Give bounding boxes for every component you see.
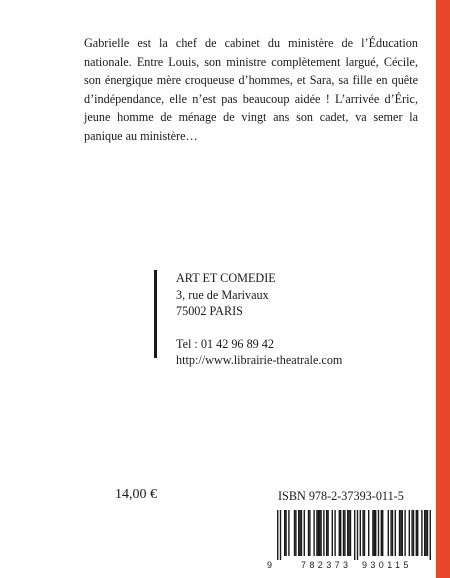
barcode-bar <box>362 510 363 556</box>
barcode-digit-group-left: 782373 <box>301 560 352 570</box>
publisher-address <box>176 270 342 369</box>
barcode-bar <box>309 510 310 556</box>
barcode-bar <box>332 510 333 556</box>
barcode-bar <box>350 510 351 556</box>
barcode-bar <box>382 510 383 556</box>
barcode-bar <box>318 510 319 556</box>
barcode-bar <box>378 510 379 556</box>
barcode-bar <box>334 510 335 556</box>
barcode-bar <box>400 510 401 556</box>
barcode-bar <box>280 510 281 560</box>
barcode-bar <box>320 510 321 556</box>
publisher-name: ART ET COMEDIE <box>176 271 276 285</box>
barcode-bar <box>424 510 425 556</box>
barcode-bar <box>421 510 422 556</box>
barcode-bar <box>390 510 391 556</box>
barcode-bar <box>316 510 317 556</box>
side-accent-band <box>436 0 450 578</box>
barcode-bar <box>372 510 373 556</box>
barcode-bar <box>348 510 349 556</box>
barcode-bar <box>339 510 340 556</box>
publisher-website[interactable]: http://www.librairie-theatrale.com <box>176 353 343 368</box>
barcode-bar <box>288 510 289 556</box>
barcode-bars <box>277 510 431 560</box>
barcode-bar <box>319 510 320 556</box>
barcode-digit-prefix: 9 <box>267 560 273 570</box>
barcode-bar <box>411 510 412 556</box>
barcode-bar <box>413 510 414 556</box>
barcode-bar <box>294 510 295 556</box>
barcode-bar <box>375 510 376 556</box>
price: 14,00 € <box>115 487 157 502</box>
isbn: ISBN 978-2-37393-011-5 <box>278 489 404 503</box>
barcode <box>263 508 431 570</box>
publisher-city: 75002 PARIS <box>176 304 243 319</box>
barcode-bar <box>299 510 300 556</box>
publisher-phone: Tel : 01 42 96 89 42 <box>176 336 274 351</box>
barcode-bar <box>308 510 309 556</box>
barcode-bar <box>343 510 344 556</box>
barcode-bar <box>381 510 382 556</box>
barcode-bar <box>327 510 328 556</box>
barcode-bar <box>304 510 305 556</box>
barcode-bar <box>354 510 355 560</box>
barcode-bar <box>416 510 417 556</box>
barcode-bar <box>326 510 327 556</box>
barcode-bar <box>430 510 431 560</box>
barcode-bar <box>402 510 403 556</box>
barcode-bar <box>285 510 286 556</box>
barcode-bar <box>344 510 345 556</box>
barcode-bar <box>364 510 365 556</box>
barcode-bar <box>399 510 400 556</box>
barcode-bar <box>360 510 361 556</box>
barcode-bar <box>404 510 405 556</box>
barcode-bar <box>284 510 285 556</box>
barcode-bar <box>409 510 410 556</box>
publisher-rule <box>154 270 157 358</box>
barcode-bar <box>323 510 324 556</box>
barcode-bar <box>357 510 358 560</box>
barcode-bar <box>417 510 418 556</box>
barcode-bar <box>298 510 299 556</box>
address-spacer <box>176 320 342 336</box>
barcode-bar <box>313 510 314 556</box>
barcode-bar <box>347 510 348 556</box>
back-cover-blurb: Gabrielle est la chef de cabinet du ministère de l’Éducation nationale. Entre Louis, son ministre complètement largué, Cécile, son énergique mère croqueuse d’hommes, et Sara, sa fille en quête d’indépendance, elle n’est pas beaucoup aidée ! L’arrivée d’Éric, jeune homme de ménage de vingt ans son cadet, va semer la panique au ministère… <box>84 36 418 143</box>
barcode-bar <box>301 510 302 556</box>
barcode-digit-group-right: 930115 <box>362 560 412 570</box>
barcode-bar <box>368 510 369 556</box>
barcode-bar <box>395 510 396 556</box>
barcode-bar <box>340 510 341 556</box>
barcode-bar <box>374 510 375 556</box>
barcode-bar <box>392 510 393 556</box>
barcode-bar <box>427 510 428 556</box>
publisher-street: 3, rue de Marivaux <box>176 287 269 302</box>
barcode-bar <box>277 510 278 560</box>
barcode-bar <box>388 510 389 556</box>
barcode-bar <box>425 510 426 556</box>
barcode-bar <box>295 510 296 556</box>
